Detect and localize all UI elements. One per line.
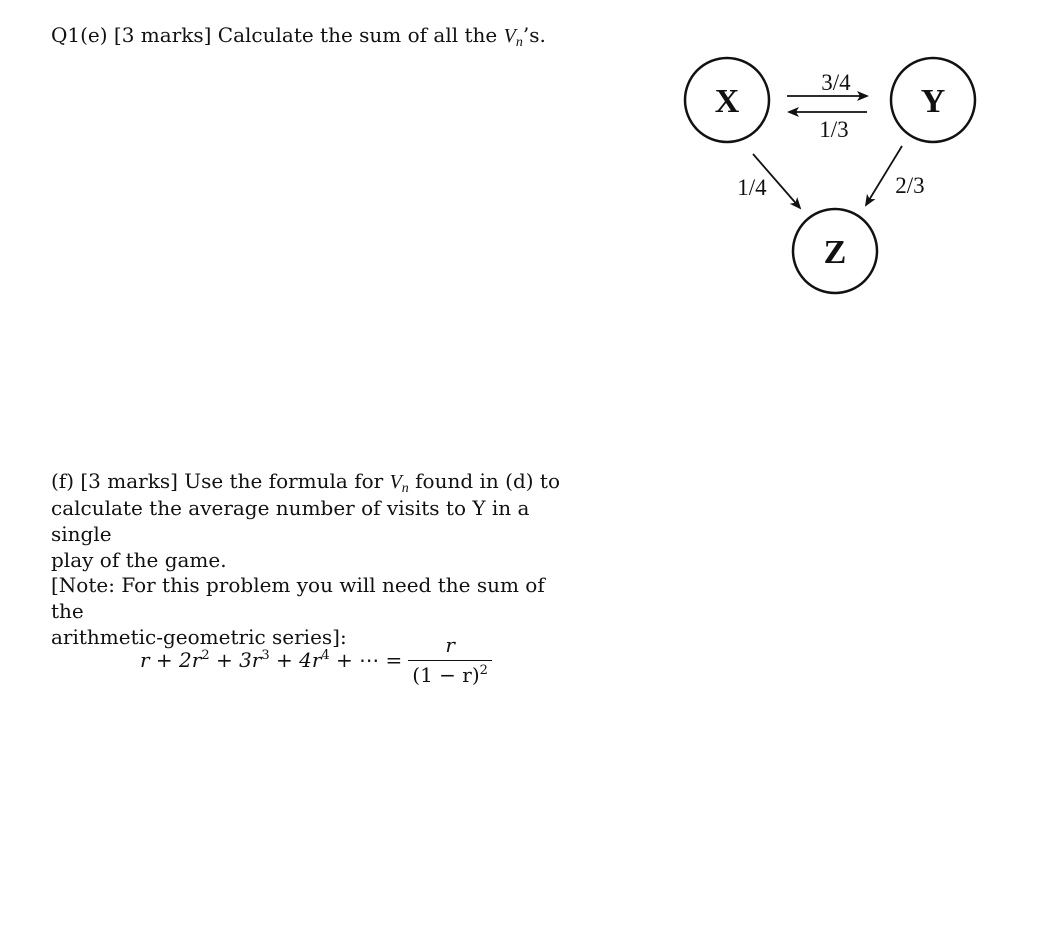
node-z-label: Z <box>823 234 847 271</box>
vn-symbol: $V_n$ <box>503 25 523 50</box>
formula-lhs: $r + 2r^2 + 3r^3 + 4r^4$ + ⋯ = <box>140 648 403 672</box>
question-f-line-1: (f) [3 marks] Use the formula for $V_n$ found in (d) to <box>51 469 560 496</box>
formula-denominator: $(1 - r)^2$ <box>408 660 492 687</box>
edge-x-to-y-label: 3/4 <box>821 70 851 95</box>
edge-x-to-z-label: 1/4 <box>737 175 767 200</box>
markov-diagram <box>670 50 990 310</box>
question-e <box>51 22 546 49</box>
formula-numerator: r <box>445 632 455 657</box>
note-line-1: [Note: For this problem you will need the sum of the <box>51 573 545 623</box>
formula-fraction <box>408 634 492 687</box>
edge-y-to-z-label: 2/3 <box>895 173 925 198</box>
edge-y-to-x-label: 1/3 <box>819 117 849 142</box>
note-line-2: arithmetic-geometric series]: <box>51 625 347 649</box>
question-f-line-3: play of the game. <box>51 548 227 572</box>
question-f <box>51 468 571 573</box>
vn-symbol: $V_n$ <box>389 471 409 496</box>
node-x-label: X <box>714 83 740 120</box>
question-f-line-2: calculate the average number of visits to Y in a single <box>51 496 530 546</box>
node-y-label: Y <box>920 83 946 120</box>
series-formula <box>140 628 492 692</box>
question-e-prefix: Q1(e) [3 marks] Calculate the sum of all the <box>51 23 504 47</box>
question-e-suffix: ’s. <box>522 23 546 47</box>
